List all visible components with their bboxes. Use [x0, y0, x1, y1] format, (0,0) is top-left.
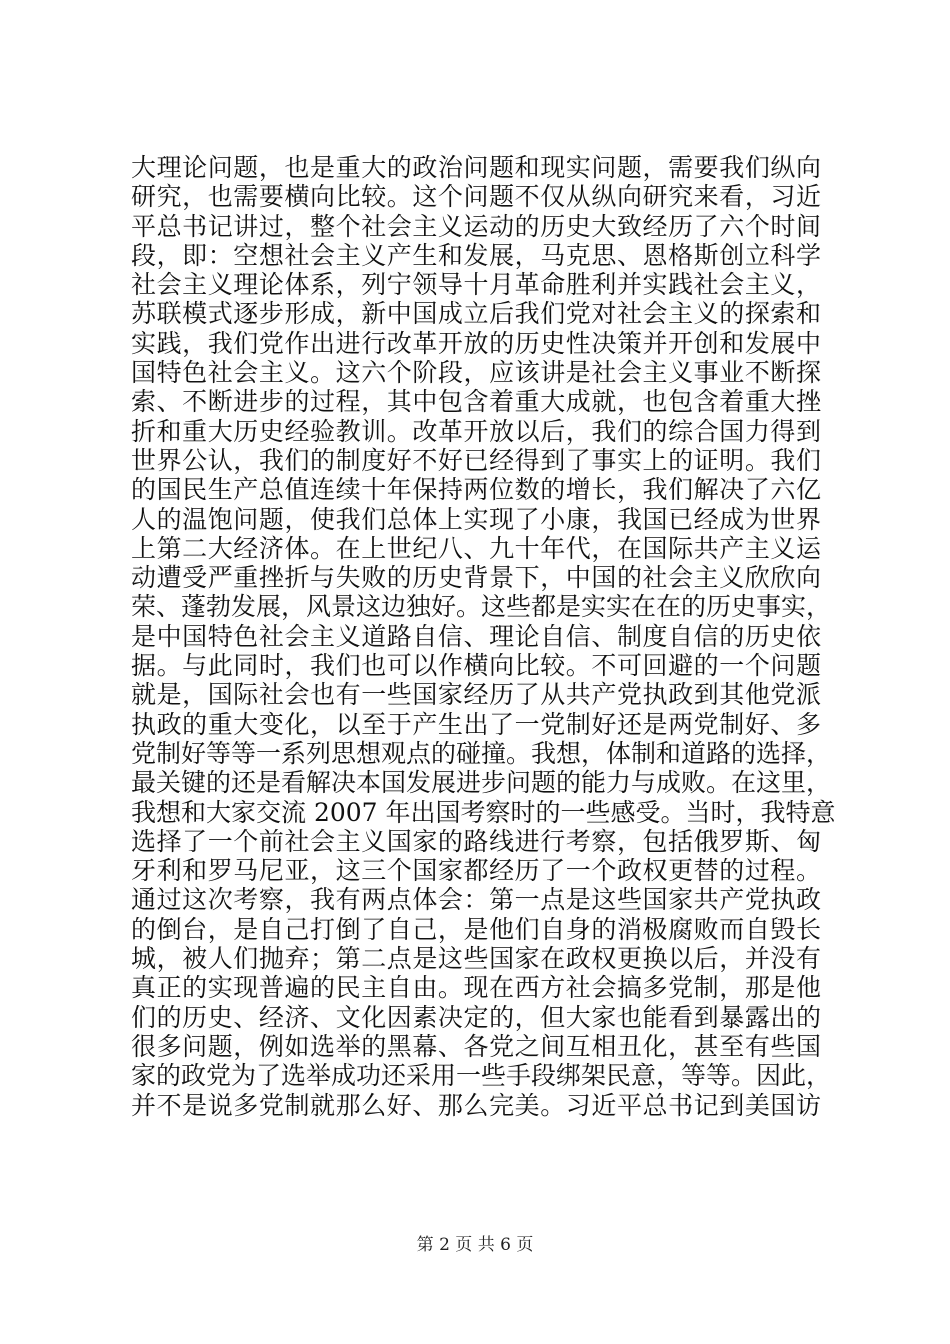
text-line-30: 们的历史、经济、文化因素决定的，但大家也能看到暴露出的	[131, 1002, 821, 1032]
text-line-10: 折和重大历史经验教训。改革开放以后，我们的综合国力得到	[131, 416, 821, 446]
text-line-1: 大理论问题，也是重大的政治问题和现实问题，需要我们纵向	[131, 153, 821, 182]
text-line-12: 的国民生产总值连续十年保持两位数的增长，我们解决了六亿	[131, 475, 821, 505]
text-line-14: 上第二大经济体。在上世纪八、九十年代，在国际共产主义运	[131, 533, 821, 563]
text-line-13: 人的温饱问题，使我们总体上实现了小康，我国已经成为世界	[131, 504, 821, 534]
text-line-6: 苏联模式逐步形成，新中国成立后我们党对社会主义的探索和	[131, 299, 821, 329]
text-line-8: 国特色社会主义。这六个阶段，应该讲是社会主义事业不断探	[131, 358, 821, 388]
text-line-21: 党制好等等一系列思想观点的碰撞。我想，体制和道路的选择，	[131, 738, 832, 768]
text-line-33: 并不是说多党制就那么好、那么完美。习近平总书记到美国访	[131, 1090, 821, 1120]
text-line-15: 动遭受严重挫折与失败的历史背景下，中国的社会主义欣欣向	[131, 563, 821, 593]
document-body	[131, 153, 836, 1120]
text-line-2: 研究，也需要横向比较。这个问题不仅从纵向研究来看，习近	[131, 182, 821, 212]
text-line-19: 就是，国际社会也有一些国家经历了从共产党执政到其他党派	[131, 680, 821, 710]
text-line-17: 是中国特色社会主义道路自信、理论自信、制度自信的历史依	[131, 621, 821, 651]
text-line-18: 据。与此同时，我们也可以作横向比较。不可回避的一个问题	[131, 651, 821, 681]
text-line-20: 执政的重大变化，以至于产生出了一党制好还是两党制好、多	[131, 709, 821, 739]
text-line-24: 选择了一个前社会主义国家的路线进行考察，包括俄罗斯、匈	[131, 826, 821, 856]
text-line-9: 索、不断进步的过程，其中包含着重大成就，也包含着重大挫	[131, 387, 821, 417]
text-line-29: 真正的实现普遍的民主自由。现在西方社会搞多党制，那是他	[131, 973, 821, 1003]
text-line-25: 牙利和罗马尼亚，这三个国家都经历了一个政权更替的过程。	[131, 856, 821, 886]
text-line-32: 家的政党为了选举成功还采用一些手段绑架民意，等等。因此，	[131, 1061, 832, 1091]
text-line-16: 荣、蓬勃发展，风景这边独好。这些都是实实在在的历史事实，	[131, 592, 832, 622]
text-line-5: 社会主义理论体系，列宁领导十月革命胜利并实践社会主义，	[131, 270, 821, 300]
text-line-22: 最关键的还是看解决本国发展进步问题的能力与成败。在这里，	[131, 768, 832, 798]
text-line-27: 的倒台，是自己打倒了自己，是他们自身的消极腐败而自毁长	[131, 914, 821, 944]
text-line-26: 通过这次考察，我有两点体会：第一点是这些国家共产党执政	[131, 885, 821, 915]
text-line-28: 城，被人们抛弃；第二点是这些国家在政权更换以后，并没有	[131, 944, 821, 974]
text-line-7: 实践，我们党作出进行改革开放的历史性决策并开创和发展中	[131, 328, 821, 358]
text-line-31: 很多问题，例如选举的黑幕、各党之间互相丑化，甚至有些国	[131, 1031, 821, 1061]
page-number: 第 2 页 共 6 页	[416, 1235, 534, 1255]
text-line-23: 我想和大家交流 2007 年出国考察时的一些感受。当时，我特意	[131, 797, 836, 827]
text-line-3: 平总书记讲过，整个社会主义运动的历史大致经历了六个时间	[131, 211, 821, 241]
text-line-4: 段，即：空想社会主义产生和发展，马克思、恩格斯创立科学	[131, 240, 821, 270]
text-line-11: 世界公认，我们的制度好不好已经得到了事实上的证明。我们	[131, 445, 821, 475]
